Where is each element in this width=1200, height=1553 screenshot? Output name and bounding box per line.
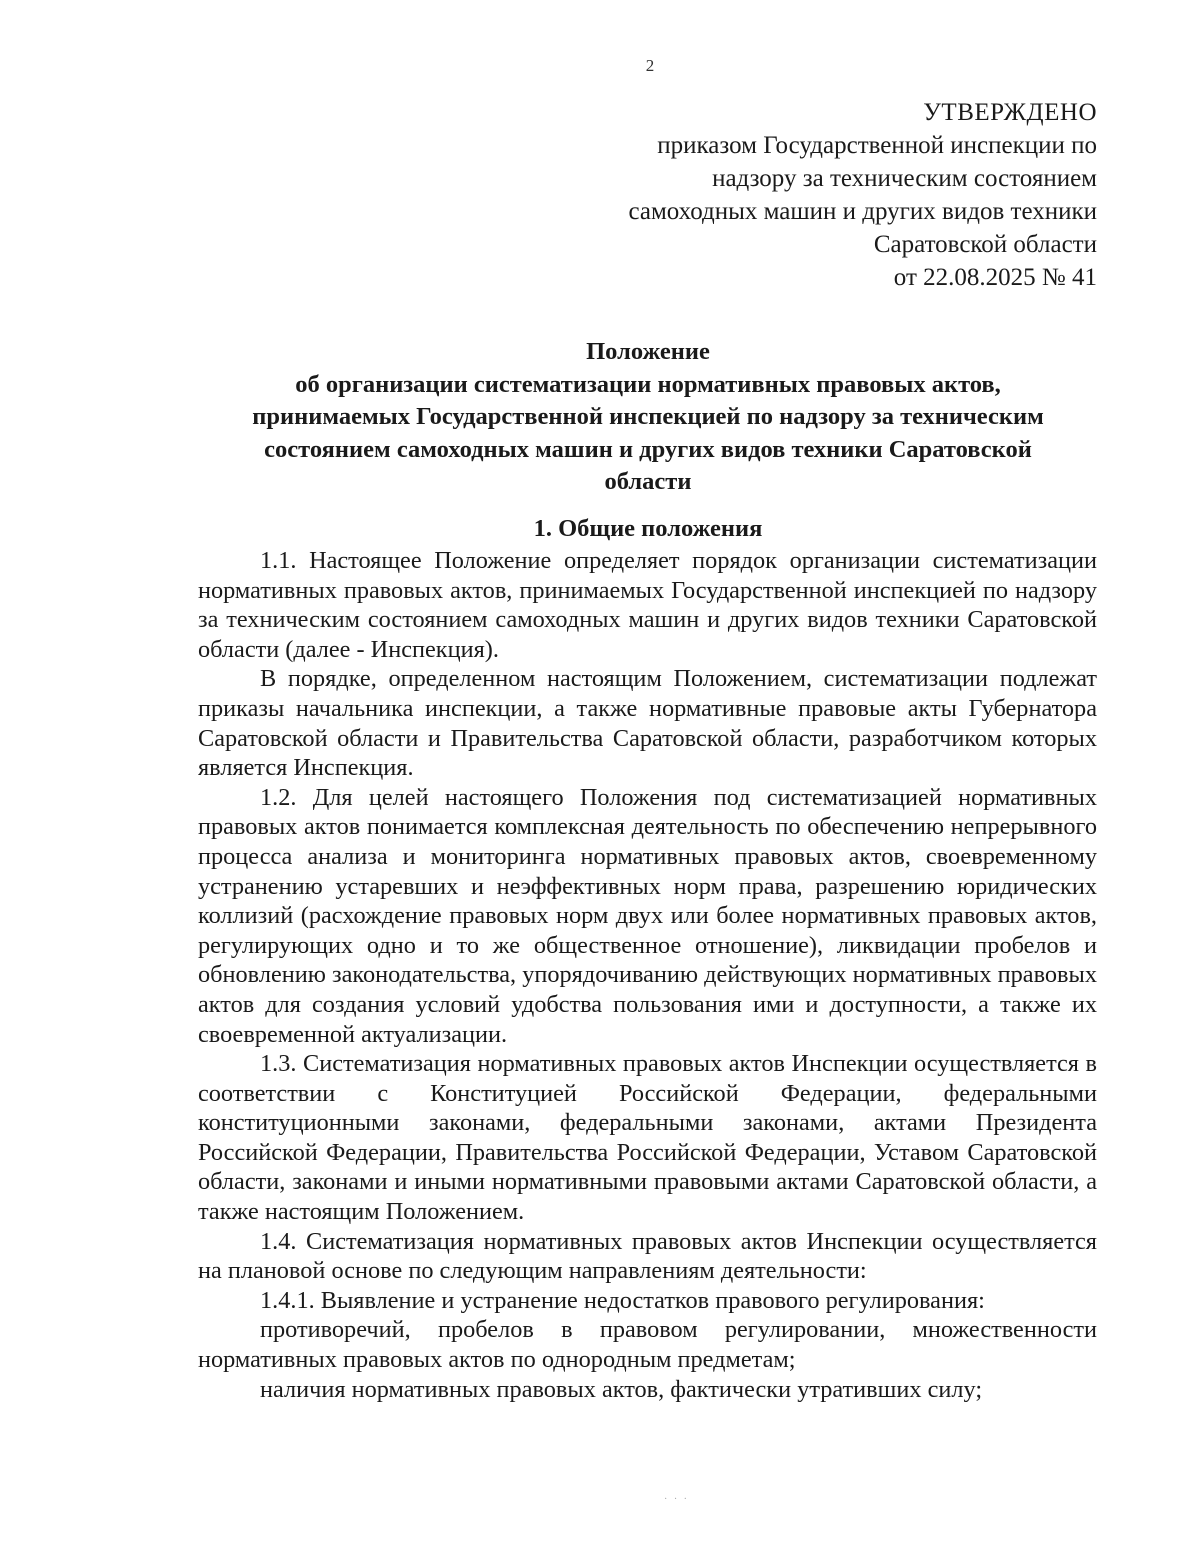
approval-line: приказом Государственной инспекции по: [657, 132, 1097, 159]
document-title: [200, 336, 1096, 499]
document-title-line: Положение: [586, 338, 710, 365]
paragraph-list-item: наличия нормативных правовых актов, фактически утративших силу;: [260, 1375, 983, 1403]
paragraph-1-2: 1.2. Для целей настоящего Положения под систематизацией нормативных правовых актов понимается комплексная деятельность по обеспечению непрерывного процесса анализа и мониторинга нормативных правовых актов, своевременному устранению устаревших и неэффективных норм права, разрешению юридических коллизий (расхождение правовых норм двух или более нормативных правовых актов, регулирующих одно и то же общественное отношение), ликвидации пробелов и обновлению законодательства, упорядочиванию действующих нормативных правовых актов для создания условий удобства пользования ими и доступности, а также их своевременной актуализации.: [198, 783, 1097, 1048]
approval-line: от 22.08.2025 № 41: [893, 264, 1097, 291]
section-body: [198, 546, 1097, 1404]
section-heading: 1. Общие положения: [533, 515, 763, 542]
approval-title: УТВЕРЖДЕНО: [923, 99, 1097, 126]
paragraph-1-4: 1.4. Систематизация нормативных правовых актов Инспекции осуществляется на плановой основе по следующим направлениям деятельности:: [198, 1227, 1097, 1285]
paragraph-list-item: противоречий, пробелов в правовом регулировании, множественности нормативных правовых актов по однородным предметам;: [198, 1316, 1097, 1374]
paragraph-1-4-1: 1.4.1. Выявление и устранение недостатков правового регулирования:: [260, 1286, 985, 1314]
approval-line: надзору за техническим состоянием: [712, 165, 1097, 192]
paragraph-1-3: 1.3. Систематизация нормативных правовых актов Инспекции осуществляется в соответствии с Конституцией Российской Федерации, федеральными конституционными законами, федеральными законами, актами Президента Российской Федерации, Правительства Российской Федерации, Уставом Саратовской области, законами и иными нормативными правовыми актами Саратовской области, а также настоящим Положением.: [198, 1050, 1097, 1226]
paragraph-1-1: 1.1. Настоящее Положение определяет порядок организации систематизации нормативных правовых актов, принимаемых Государственной инспекцией по надзору за техническим состоянием самоходных машин и других видов техники Саратовской области (далее - Инспекция).: [198, 547, 1097, 663]
document-title-line: принимаемых Государственной инспекцией по надзору за техническим: [252, 403, 1044, 430]
document-title-line: об организации систематизации нормативных правовых актов,: [295, 370, 1001, 398]
document-title-line: области: [604, 468, 692, 495]
scan-speck: · · ·: [664, 1494, 689, 1505]
page-number: 2: [645, 56, 655, 75]
approval-line: Саратовской области: [873, 231, 1097, 258]
approval-stamp: [537, 96, 1097, 294]
document-title-line: состоянием самоходных машин и других видов техники Саратовской: [264, 435, 1032, 463]
approval-line: самоходных машин и других видов техники: [628, 198, 1097, 225]
paragraph-1-1-continuation: В порядке, определенном настоящим Положением, систематизации подлежат приказы начальника инспекции, а также нормативные правовые акты Губернатора Саратовской области и Правительства Саратовской области, разработчиком которых является Инспекция.: [198, 665, 1097, 782]
